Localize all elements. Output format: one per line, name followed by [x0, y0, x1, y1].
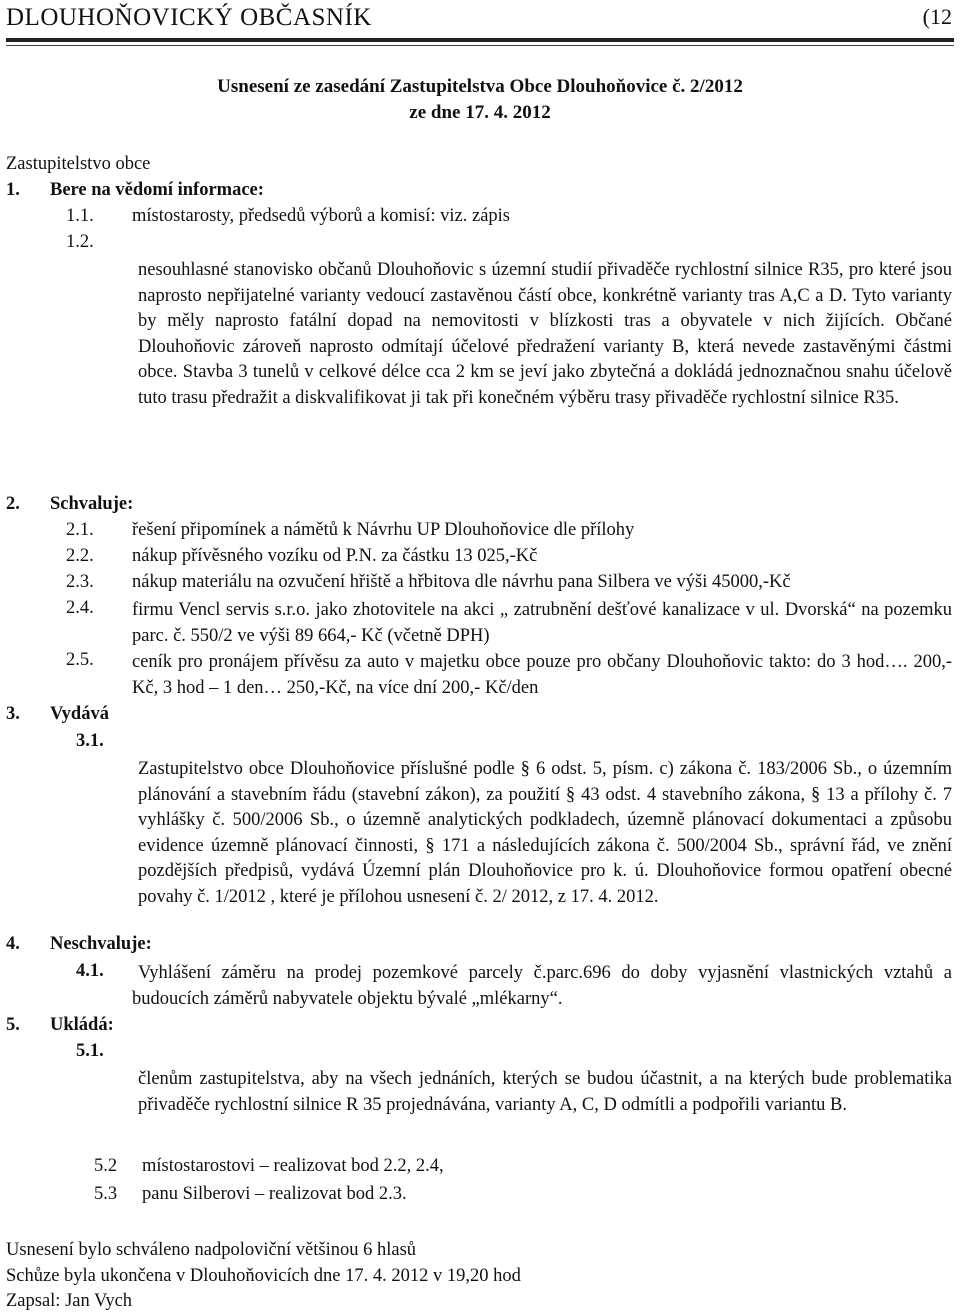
item-4-1-text: Vyhlášení záměru na prodej pozemkové parcely č.parc.696 do doby vyjasnění vlastnických vztahů a budoucích záměrů nabyvatele objektu bývalé „mlékarny“. — [132, 963, 952, 1009]
item-2-5-number: 2.5. — [66, 650, 94, 670]
item-1-1-text: místostarosty, předsedů výborů a komisí: viz. zápis — [132, 206, 510, 226]
item-1-1-number: 1.1. — [66, 206, 94, 226]
item-1-2-number: 1.2. — [66, 232, 94, 252]
item-2-3-text: nákup materiálu na ozvučení hřiště a hřbitova dle návrhu pana Silbera ve výši 45000,-Kč — [132, 572, 791, 592]
header-rule-thin — [6, 45, 954, 46]
section-3-number: 3. — [6, 704, 20, 724]
item-5-3-text: panu Silberovi – realizovat bod 2.3. — [142, 1184, 407, 1204]
footer-meeting-end: Schůze byla ukončena v Dlouhoňovicích dne 17. 4. 2012 v 19,20 hod — [6, 1266, 521, 1286]
section-4-number: 4. — [6, 934, 20, 954]
resolution-title: Usnesení ze zasedání Zastupitelstva Obce Dlouhoňovice č. 2/2012 — [217, 76, 743, 97]
item-5-2-number: 5.2 — [94, 1156, 118, 1176]
section-5-heading: Ukládá: — [50, 1015, 114, 1035]
item-2-5-text: ceník pro pronájem přívěsu za auto v majetku obce pouze pro občany Dlouhoňovic takto: do 3 hod…. 200,-Kč, 3 hod – 1 den… 250,-Kč, na více dní 200,- Kč/den — [132, 652, 952, 698]
item-5-1-text: členům zastupitelstva, aby na všech jednáních, kterých se budou účastnit, a na kterých bude problematika přivaděče rychlostní silnice R 35 projednávána, varianty A, C, D odmítli a podpořili variantu B. — [138, 1069, 952, 1115]
intro-text: Zastupitelstvo obce — [6, 154, 151, 174]
resolution-date: ze dne 17. 4. 2012 — [409, 102, 551, 123]
section-1-number: 1. — [6, 180, 20, 200]
item-4-1-number: 4.1. — [76, 961, 104, 981]
section-5-number: 5. — [6, 1015, 20, 1035]
item-3-1-number: 3.1. — [76, 731, 104, 751]
section-3-heading: Vydává — [50, 704, 109, 724]
item-2-4-number: 2.4. — [66, 598, 94, 618]
item-2-1-number: 2.1. — [66, 520, 94, 540]
page-number: (12 — [922, 4, 952, 29]
footer-recorder: Zapsal: Jan Vych — [6, 1291, 133, 1311]
item-2-3-number: 2.3. — [66, 572, 94, 592]
item-3-1-text: Zastupitelstvo obce Dlouhoňovice příslušné podle § 6 odst. 5, písm. c) zákona č. 183/2006 Sb., o územním plánování a stavebním řádu (stavební zákon), za použití § 43 odst. 4 stavebního zákona, § 13 a přílohy č. 7 vyhlášky č. 500/2006 Sb., o územně analytických podkladech, územně plánovací dokumentaci a způsobu evidence územně plánovací činnosti, § 171 a následujících zákona č. 500/2004 Sb., správní řád, ve znění pozdějších předpisů, vydává Územní plán Dlouhoňovice pro k. ú. Dlouhoňovice formou opatření obecné povahy č. 1/2012 , které je přílohou usnesení č. 2/ 2012, z 17. 4. 2012. — [138, 759, 952, 907]
header-rule-thick — [6, 38, 954, 42]
item-5-1-number: 5.1. — [76, 1041, 104, 1061]
item-2-2-number: 2.2. — [66, 546, 94, 566]
item-2-2-text: nákup přívěsného vozíku od P.N. za částku 13 025,-Kč — [132, 546, 538, 566]
section-1-heading: Bere na vědomí informace: — [50, 180, 264, 200]
item-2-1-text: řešení připomínek a námětů k Návrhu UP Dlouhoňovice dle přílohy — [132, 520, 635, 540]
section-4-heading: Neschvaluje: — [50, 934, 152, 954]
item-1-2-text: nesouhlasné stanovisko občanů Dlouhoňovic s územní studií přivaděče rychlostní silnice R35, pro které jsou naprosto nepřijatelné varianty vedoucí zastavěnou částí obce, konkrétně varianty tras A,C a D. Tyto varianty by měly naprosto fatální dopad na nemovitosti v blízkosti tras a obyvatele v nich žijících. Občané Dlouhoňovic zároveň naprosto odmítají účelové předražení varianty B, která nevede zastavěnými částmi obce. Stavba 3 tunelů v celkové délce cca 2 km se jeví jako zbytečná a dokládá jednoznačnou snahu účelově tuto trasu předražit a diskvalifikovat ji tak při konečném výběru trasy přivaděče rychlostní silnice R35. — [138, 260, 952, 408]
footer-vote: Usnesení bylo schváleno nadpoloviční většinou 6 hlasů — [6, 1240, 417, 1260]
item-5-3-number: 5.3 — [94, 1184, 118, 1204]
section-2-heading: Schvaluje: — [50, 494, 134, 514]
item-2-4-text: firmu Vencl servis s.r.o. jako zhotovitele na akci „ zatrubnění dešťové kanalizace v ul. Dvorská“ na pozemku parc. č. 550/2 ve výši 89 664,- Kč (včetně DPH) — [132, 600, 952, 646]
item-5-2-text: místostarostovi – realizovat bod 2.2, 2.4, — [142, 1156, 444, 1176]
masthead-title: DLOUHOŇOVICKÝ OBČASNÍK — [6, 4, 372, 31]
section-2-number: 2. — [6, 494, 20, 514]
